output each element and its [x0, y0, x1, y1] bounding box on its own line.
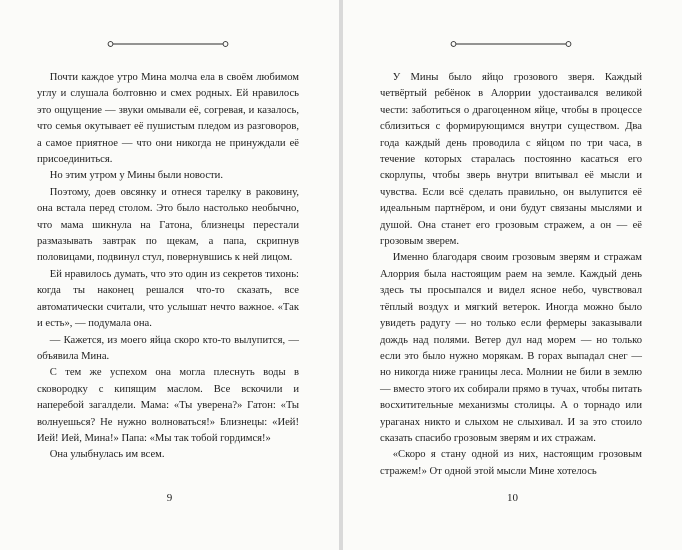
chapter-ornament — [450, 39, 572, 49]
left-page-text — [37, 70, 299, 464]
paragraph: С тем же успехом она могла плеснуть воды в сковородку с кипящим маслом. Все вскочили и наперебой загалдели. Мама: «Ты уверена?» Гатон: «Ты волнуешься? Не нужно волноваться!» Близнецы: «Ией! Ией! Ией, Мина!» Папа: «Мы так тобой гордимся!» — [37, 367, 299, 444]
right-page-text — [380, 70, 642, 480]
paragraph: Ей нравилось думать, что это один из секретов тихонь: когда ты наконец решался что-то сказать, все автоматически считали, что услышат нечто важное. «Так и есть», — подумала она. — [37, 268, 299, 330]
chapter-ornament — [107, 39, 229, 49]
right-page — [343, 0, 682, 550]
paragraph: Именно благодаря своим грозовым зверям и стражам Алоррия была настоящим раем на земле. Каждый день здесь ты просыпался и видел ясное небо, чувствовал тёплый воздух и мягкий ветерок. Иногда можно было увидеть радугу — но только если фермеры заказывали дождь над полями. Ветер дул над морем — но только если это было нужно морякам. В горах выпадал снег — но никогда ниже границы леса. Молнии не били в землю — вместо этого их собирали прямо в тучах, чтобы питать восхитительные механизмы столицы. А о торнадо или ураганах никто и слыхом не слыхивал. И за это стоило сказать спасибо грозовым зверям и их стражам. — [380, 252, 642, 444]
paragraph: Но этим утром у Мины были новости. — [49, 170, 224, 182]
page-number: 10 — [507, 492, 518, 504]
paragraph: «Скоро я стану одной из них, настоящим грозовым стражем!» От одной этой мысли Мине хотелось — [380, 449, 642, 477]
left-page — [0, 0, 339, 550]
page-number: 9 — [166, 492, 173, 504]
paragraph: Почти каждое утро Мина молча ела в своём любимом углу и слушала болтовню и смех родных. Ей нравилось это ощущение — звуки омывали её, согревая, и казалось, что семья окутывает её пушистым пледом из разговоров, а самое приятное — что они никогда не принуждали её присоединиться. — [37, 72, 299, 166]
paragraph: Она улыбнулась им всем. — [49, 449, 165, 461]
paragraph: Поэтому, доев овсянку и отнеся тарелку в раковину, она встала перед столом. Это было настолько необычно, что мама шикнула на Гатона, близнецы перестали размазывать завтрак по щекам, а папа, скрипнув половицами, подвинул стул, повернувшись к ней лицом. — [37, 186, 299, 264]
paragraph: У Мины было яйцо грозового зверя. Каждый четвёртый ребёнок в Алоррии удостаивался великой чести: заботиться о драгоценном яйце, чтобы в процессе сблизиться с формирующимся внутри существом. Два года каждый день проводила с яйцом по три часа, в течение которых старалась постоянно касаться его скорлупы, чтобы зверь внутри впитывал её мысли и чувства. Если всё сделать правильно, он вылупится её идеальным партнёром, и они будут связаны мыслями и душой. Она станет его грозовым стражем, а он — её грозовым зверем. — [380, 72, 642, 248]
paragraph: — Кажется, из моего яйца скоро кто-то вылупится, — объявила Мина. — [37, 334, 299, 362]
